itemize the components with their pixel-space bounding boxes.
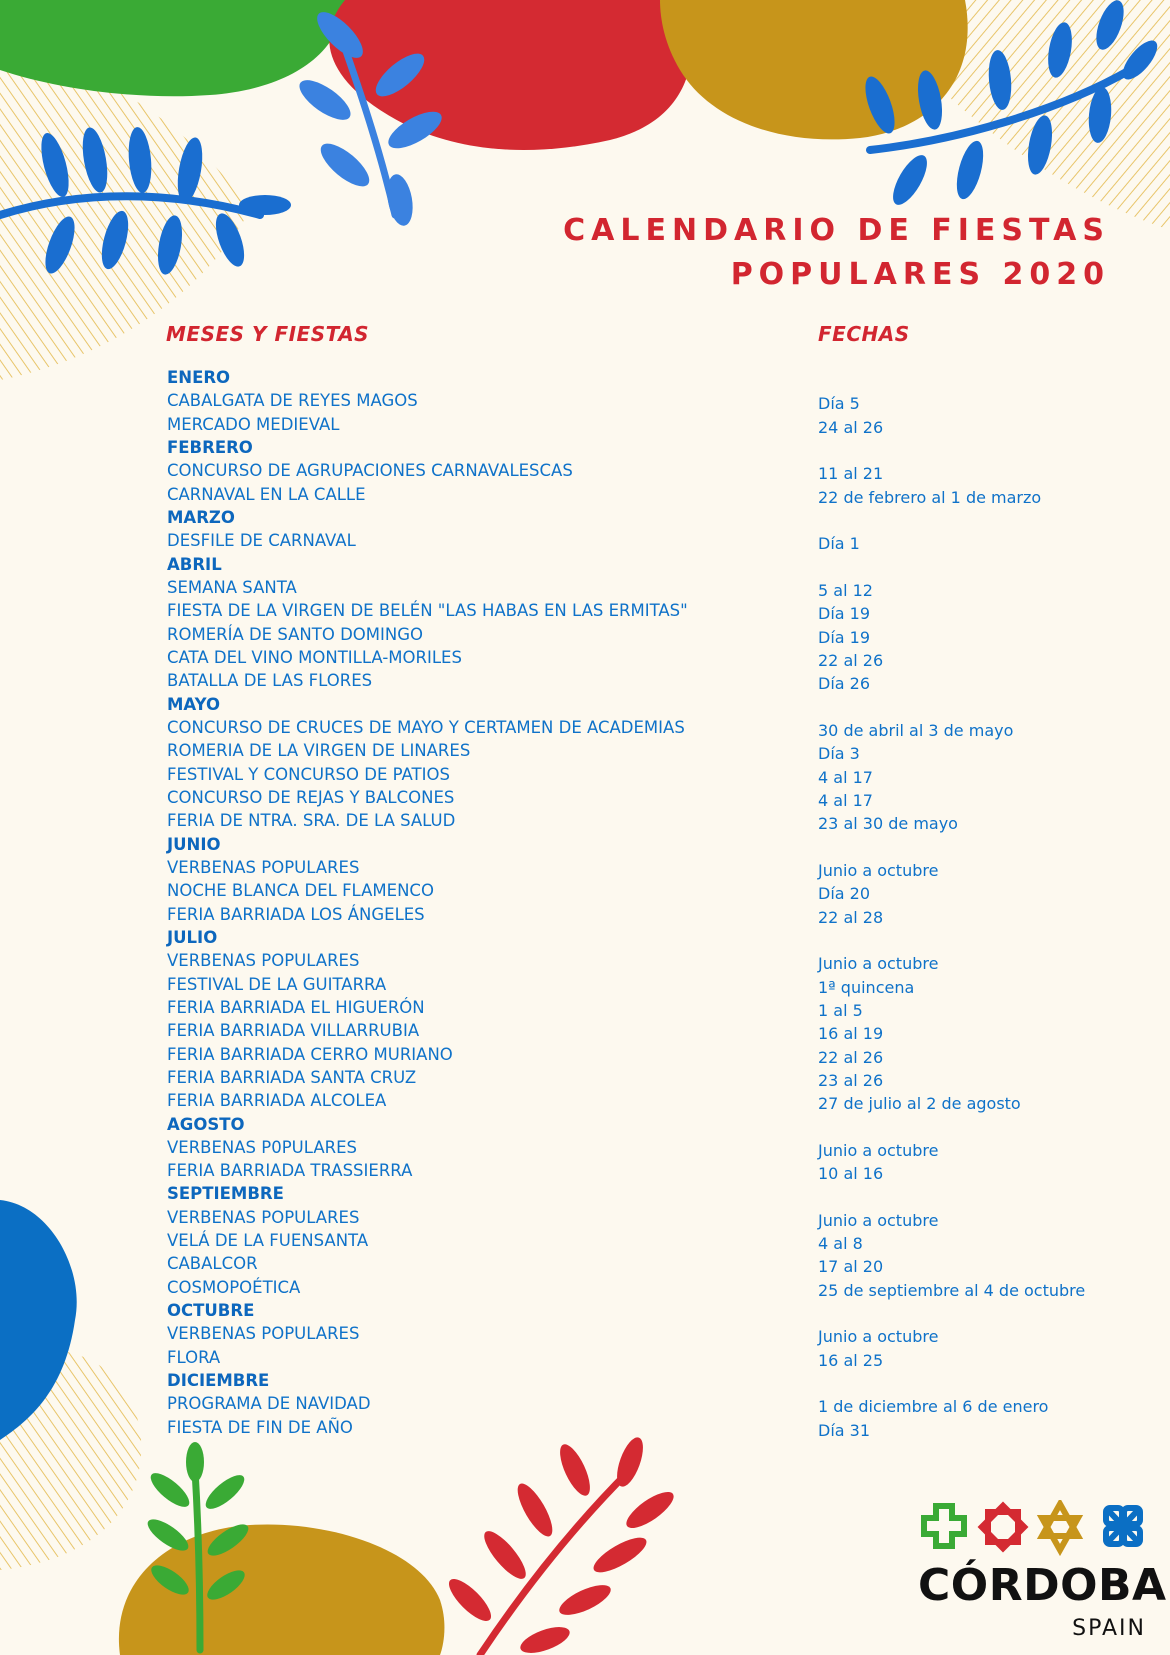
fiesta-name: VELÁ DE LA FUENSANTA — [167, 1231, 369, 1251]
fiesta-date: 24 al 26 — [818, 417, 884, 437]
fiesta-date: 25 de septiembre al 4 de octubre — [818, 1280, 1086, 1300]
fiesta-row — [0, 903, 1170, 926]
fiesta-date: 30 de abril al 3 de mayo — [818, 720, 1014, 740]
fiesta-date: Junio a octubre — [818, 954, 939, 974]
month-heading-row — [0, 1299, 1170, 1322]
fiesta-name: CONCURSO DE CRUCES DE MAYO Y CERTAMEN DE ACADEMIAS — [167, 717, 685, 737]
fiesta-name: FESTIVAL DE LA GUITARRA — [167, 974, 387, 994]
blob-gold-top — [660, 0, 968, 139]
fiesta-row — [0, 1066, 1170, 1089]
fiesta-name: FERIA BARRIADA ALCOLEA — [167, 1091, 387, 1111]
fiesta-row — [0, 669, 1170, 692]
fiesta-row — [0, 576, 1170, 599]
fiesta-row — [0, 1159, 1170, 1182]
fiesta-name: NOCHE BLANCA DEL FLAMENCO — [167, 881, 434, 901]
fiesta-name: CABALGATA DE REYES MAGOS — [167, 391, 418, 411]
fiesta-name: FIESTA DE FIN DE AÑO — [167, 1417, 353, 1437]
fiesta-row — [0, 483, 1170, 506]
month-name: ENERO — [167, 368, 231, 387]
fiesta-date: Día 5 — [818, 394, 860, 414]
fiesta-row — [0, 1322, 1170, 1345]
fiesta-row — [0, 879, 1170, 902]
fiesta-row — [0, 599, 1170, 622]
fiesta-name: VERBENAS POPULARES — [167, 857, 360, 877]
fiesta-date: Día 20 — [818, 884, 871, 904]
month-heading-row — [0, 553, 1170, 576]
fiesta-name: COSMOPOÉTICA — [167, 1277, 301, 1297]
column-header-events: MESES Y FIESTAS — [166, 322, 370, 346]
fiesta-date: 16 al 19 — [818, 1024, 884, 1044]
fiesta-name: ROMERÍA DE SANTO DOMINGO — [167, 624, 423, 644]
fiesta-date: 4 al 17 — [818, 767, 873, 787]
month-name: SEPTIEMBRE — [167, 1184, 284, 1204]
month-heading-row — [0, 1182, 1170, 1205]
month-name: JULIO — [167, 927, 218, 947]
fiesta-date: Junio a octubre — [818, 1210, 939, 1230]
fiesta-date: 4 al 17 — [818, 790, 873, 810]
fiesta-row — [0, 1206, 1170, 1229]
fiesta-row — [0, 1229, 1170, 1252]
month-name: MAYO — [167, 694, 220, 714]
fiesta-name: FERIA BARRIADA VILLARRUBIA — [167, 1021, 420, 1041]
fiesta-row — [0, 1416, 1170, 1439]
fiesta-date: Día 19 — [818, 627, 871, 647]
fiesta-name: CONCURSO DE REJAS Y BALCONES — [167, 787, 455, 807]
fiesta-name: SEMANA SANTA — [167, 577, 297, 597]
fiesta-date: Día 3 — [818, 744, 860, 764]
month-name: FEBRERO — [167, 437, 253, 457]
fiesta-name: FIESTA DE LA VIRGEN DE BELÉN "LAS HABAS EN LAS ERMITAS" — [167, 601, 688, 621]
fiesta-name: FESTIVAL Y CONCURSO DE PATIOS — [167, 764, 450, 784]
fiesta-date: 22 de febrero al 1 de marzo — [818, 487, 1042, 507]
fiesta-date: 22 al 26 — [818, 1047, 884, 1067]
fiesta-name: CATA DEL VINO MONTILLA-MORILES — [167, 647, 462, 667]
fiesta-name: DESFILE DE CARNAVAL — [167, 531, 356, 551]
fiesta-name: FERIA DE NTRA. SRA. DE LA SALUD — [167, 811, 456, 831]
fiesta-date: 22 al 26 — [818, 650, 884, 670]
fiesta-date: Día 19 — [818, 604, 871, 624]
month-heading-row — [0, 926, 1170, 949]
fiesta-row — [0, 786, 1170, 809]
gold-star-icon — [1042, 1504, 1078, 1550]
fiesta-name: FERIA BARRIADA SANTA CRUZ — [167, 1067, 417, 1087]
fiesta-name: FERIA BARRIADA EL HIGUERÓN — [167, 997, 425, 1017]
month-name: DICIEMBRE — [167, 1371, 270, 1391]
fiesta-date: 16 al 25 — [818, 1350, 884, 1370]
month-heading-row — [0, 506, 1170, 529]
fiesta-name: BATALLA DE LAS FLORES — [167, 671, 373, 691]
month-name: ABRIL — [167, 554, 222, 574]
fiesta-date: 23 al 26 — [818, 1070, 884, 1090]
fiesta-name: FERIA BARRIADA LOS ÁNGELES — [167, 904, 425, 924]
fiesta-name: FERIA BARRIADA TRASSIERRA — [167, 1161, 413, 1181]
month-heading-row — [0, 1369, 1170, 1392]
fiesta-date: Día 31 — [818, 1420, 871, 1440]
fiesta-date: 1 de diciembre al 6 de enero — [818, 1397, 1049, 1417]
fiesta-name: ROMERIA DE LA VIRGEN DE LINARES — [167, 741, 471, 761]
fiesta-date: Día 1 — [818, 534, 860, 554]
logo-wordmark: CÓRDOBA — [918, 1560, 1167, 1611]
fiesta-name: CABALCOR — [167, 1254, 258, 1274]
fiesta-row — [0, 1089, 1170, 1112]
fiesta-row — [0, 1276, 1170, 1299]
fiesta-row — [0, 623, 1170, 646]
fiesta-name: VERBENAS POPULARES — [167, 1324, 360, 1344]
month-heading-row — [0, 693, 1170, 716]
fiesta-row — [0, 646, 1170, 669]
logo-subtitle: SPAIN — [1072, 1616, 1146, 1641]
fiesta-date: 17 al 20 — [818, 1257, 884, 1277]
green-cross-icon — [924, 1506, 964, 1546]
month-name: MARZO — [167, 507, 235, 527]
column-header-dates: FECHAS — [818, 322, 910, 346]
fiesta-row — [0, 973, 1170, 996]
fiesta-row — [0, 389, 1170, 412]
fiesta-row — [0, 529, 1170, 552]
fiesta-row — [0, 763, 1170, 786]
red-star-icon — [982, 1506, 1024, 1548]
fiesta-date: 11 al 21 — [818, 464, 884, 484]
fiesta-row — [0, 1019, 1170, 1042]
fiesta-row — [0, 1136, 1170, 1159]
fiesta-name: FERIA BARRIADA CERRO MURIANO — [167, 1044, 453, 1064]
logo-icons — [918, 1500, 1150, 1560]
page-title-line-2: POPULARES 2020 — [730, 257, 1110, 292]
fiesta-row — [0, 949, 1170, 972]
fiesta-name: FLORA — [167, 1347, 221, 1367]
month-heading-row — [0, 833, 1170, 856]
fiesta-date: Junio a octubre — [818, 860, 939, 880]
fiesta-name: VERBENAS POPULARES — [167, 951, 360, 971]
month-name: OCTUBRE — [167, 1301, 255, 1321]
fiesta-date: 5 al 12 — [818, 580, 873, 600]
fiesta-date: Junio a octubre — [818, 1327, 939, 1347]
fiesta-date: 22 al 28 — [818, 907, 884, 927]
fiesta-row — [0, 716, 1170, 739]
fiesta-date: 27 de julio al 2 de agosto — [818, 1094, 1021, 1114]
fiesta-date: 1 al 5 — [818, 1000, 863, 1020]
fiesta-row — [0, 413, 1170, 436]
cordoba-logo — [918, 1500, 1167, 1645]
fiestas-list — [0, 366, 1170, 1439]
fiesta-name: VERBENAS POPULARES — [167, 1207, 360, 1227]
fiesta-row — [0, 1252, 1170, 1275]
month-heading-row — [0, 1113, 1170, 1136]
fiesta-date: 4 al 8 — [818, 1234, 863, 1254]
month-name: AGOSTO — [167, 1114, 245, 1134]
fiesta-date: Día 26 — [818, 674, 871, 694]
fiesta-name: VERBENAS P0PULARES — [167, 1137, 357, 1157]
fiesta-date: 1ª quincena — [818, 977, 915, 997]
fiesta-row — [0, 856, 1170, 879]
page-title-line-1: CALENDARIO DE FIESTAS — [563, 213, 1110, 248]
fiesta-name: MERCADO MEDIEVAL — [167, 414, 340, 434]
fiesta-row — [0, 1346, 1170, 1369]
blue-knot-icon — [1106, 1508, 1140, 1544]
fiesta-row — [0, 459, 1170, 482]
fiesta-date: Junio a octubre — [818, 1140, 939, 1160]
blob-green — [0, 0, 345, 96]
fiesta-name: CARNAVAL EN LA CALLE — [167, 484, 366, 504]
fiesta-row — [0, 739, 1170, 762]
fiesta-row — [0, 1043, 1170, 1066]
red-sprig-bottom — [443, 1434, 679, 1655]
fiesta-name: PROGRAMA DE NAVIDAD — [167, 1394, 371, 1414]
month-name: JUNIO — [167, 834, 221, 854]
fiesta-name: CONCURSO DE AGRUPACIONES CARNAVALESCAS — [167, 461, 573, 481]
month-heading-row — [0, 366, 1170, 389]
fiesta-row — [0, 1392, 1170, 1415]
fiesta-row — [0, 996, 1170, 1019]
fiesta-date: 23 al 30 de mayo — [818, 814, 958, 834]
month-heading-row — [0, 436, 1170, 459]
fiesta-date: 10 al 16 — [818, 1164, 884, 1184]
fiesta-row — [0, 809, 1170, 832]
